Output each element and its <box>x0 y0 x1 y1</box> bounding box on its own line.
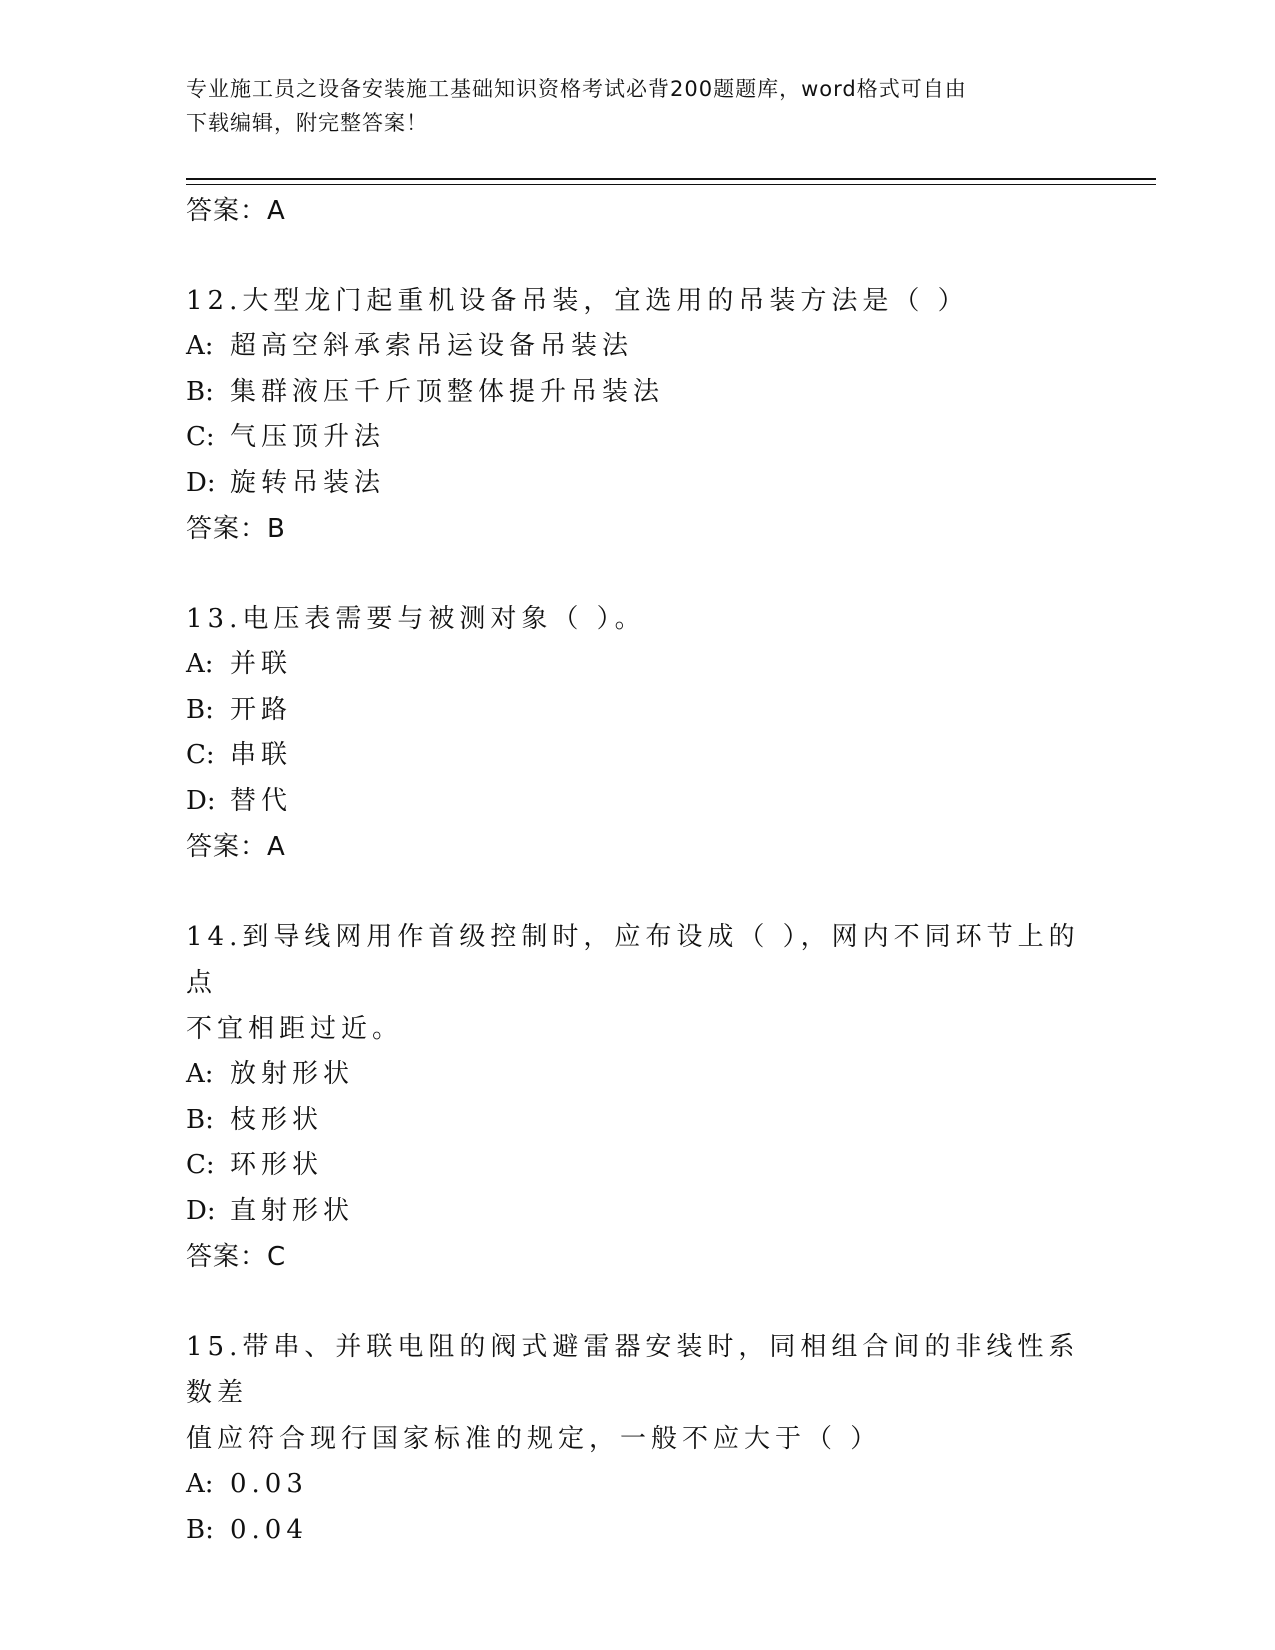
option-letter: C: <box>186 740 215 770</box>
option-d <box>186 1189 1086 1235</box>
answer-line: 答案：A <box>186 832 286 862</box>
header-line-2: 下载编辑，附完整答案！ <box>186 111 428 135</box>
option-text: 并联 <box>230 649 293 679</box>
option-text: 旋转吊装法 <box>230 467 386 498</box>
option-a <box>186 1052 1086 1098</box>
option-letter: C: <box>186 1150 215 1180</box>
option-text: 枝形状 <box>230 1104 324 1135</box>
answer-line: 答案：A <box>186 196 286 226</box>
option-b <box>186 688 1086 734</box>
question-text: 12.大型龙门起重机设备吊装，宜选用的吊装方法是（ ） <box>186 286 969 316</box>
option-text: 串联 <box>230 740 293 770</box>
option-letter: B: <box>186 1104 214 1135</box>
question-13 <box>186 596 1086 870</box>
option-b <box>186 370 1086 416</box>
option-letter: A: <box>186 1059 214 1089</box>
question-14 <box>186 914 1086 1280</box>
option-letter: B: <box>186 1514 214 1545</box>
option-d <box>186 461 1086 507</box>
option-text: 替代 <box>230 785 293 816</box>
option-text: 直射形状 <box>230 1195 355 1226</box>
option-c <box>186 733 1086 779</box>
answer-line: 答案：B <box>186 514 286 544</box>
option-text: 超高空斜承索吊运设备吊装法 <box>230 331 634 361</box>
option-text: 环形状 <box>230 1150 324 1180</box>
option-text: 放射形状 <box>230 1059 355 1089</box>
option-letter: D: <box>186 467 216 498</box>
question-12 <box>186 278 1086 552</box>
option-text: 0.04 <box>230 1514 308 1545</box>
question-text-continued: 不宜相距过近。 <box>186 1014 404 1044</box>
option-c <box>186 1143 1086 1189</box>
document-header <box>186 72 1086 140</box>
header-line-1: 专业施工员之设备安装施工基础知识资格考试必背200题题库，word格式可自由 <box>186 77 967 101</box>
option-c <box>186 415 1086 461</box>
option-a <box>186 642 1086 688</box>
option-letter: A: <box>186 649 214 679</box>
question-15 <box>186 1324 1086 1553</box>
option-letter: A: <box>186 331 214 361</box>
option-b <box>186 1098 1086 1144</box>
option-b <box>186 1508 1086 1554</box>
question-text-continued: 值应符合现行国家标准的规定，一般不应大于（ ） <box>186 1424 882 1454</box>
question-text: 13.电压表需要与被测对象（ ）。 <box>186 604 646 634</box>
question-text: 14.到导线网用作首级控制时，应布设成（ ），网内不同环节上的点 <box>186 922 1080 998</box>
option-letter: D: <box>186 785 216 816</box>
option-letter: D: <box>186 1195 216 1226</box>
option-letter: B: <box>186 376 214 407</box>
option-a <box>186 1462 1086 1508</box>
option-text: 开路 <box>230 694 293 725</box>
option-letter: B: <box>186 694 214 725</box>
option-letter: A: <box>186 1469 214 1499</box>
question-text: 15.带串、并联电阻的阀式避雷器安装时，同相组合间的非线性系数差 <box>186 1332 1080 1408</box>
option-text: 气压顶升法 <box>230 422 386 452</box>
option-a <box>186 324 1086 370</box>
question-list <box>186 188 1086 1553</box>
header-rule-thin <box>186 184 1156 185</box>
header-rule-thick <box>186 178 1156 180</box>
option-text: 集群液压千斤顶整体提升吊装法 <box>230 376 665 407</box>
option-text: 0.03 <box>230 1469 308 1499</box>
answer-line: 答案：C <box>186 1242 287 1272</box>
option-d <box>186 779 1086 825</box>
option-letter: C: <box>186 422 215 452</box>
